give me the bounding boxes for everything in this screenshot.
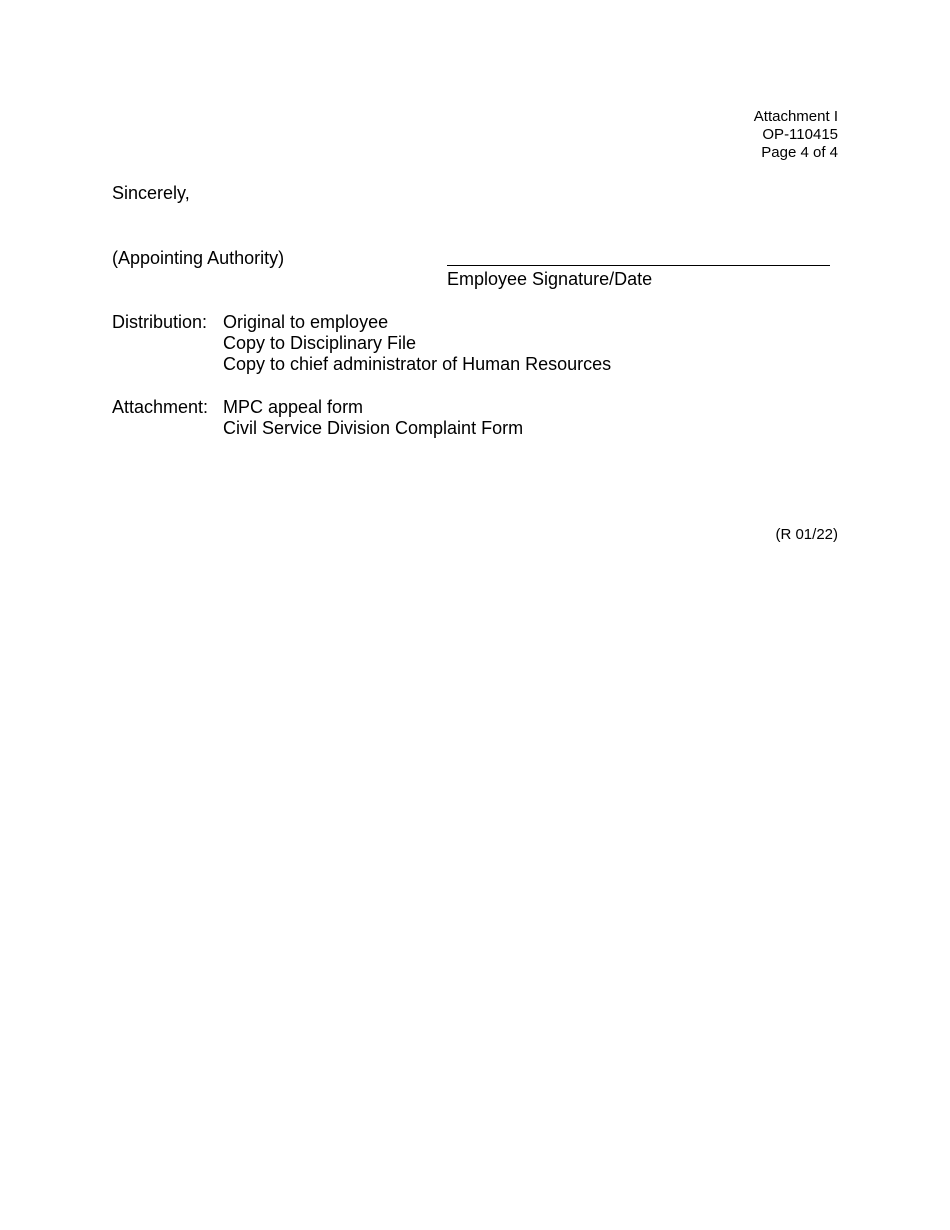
document-header (754, 108, 838, 162)
attachment-id: Attachment I (753, 108, 838, 125)
attachment-list (223, 397, 523, 439)
revision-code: (R 01/22) (775, 526, 838, 543)
attachment-item: Civil Service Division Complaint Form (223, 418, 524, 438)
attachment-label: Attachment: (112, 397, 209, 417)
distribution-label: Distribution: (112, 312, 208, 332)
document-number: OP-110415 (762, 126, 838, 143)
appointing-authority-label: (Appointing Authority) (112, 248, 285, 268)
page-number: Page 4 of 4 (761, 144, 838, 161)
distribution-item: Copy to Disciplinary File (223, 333, 417, 353)
distribution-item: Original to employee (223, 312, 389, 332)
distribution-list (223, 312, 611, 375)
attachment-section (112, 397, 523, 439)
attachment-item: MPC appeal form (223, 397, 364, 417)
closing-salutation: Sincerely, (112, 183, 190, 203)
employee-signature-line (447, 265, 830, 266)
distribution-item: Copy to chief administrator of Human Resources (223, 354, 612, 374)
employee-signature-label: Employee Signature/Date (447, 269, 653, 289)
distribution-section (112, 312, 611, 375)
